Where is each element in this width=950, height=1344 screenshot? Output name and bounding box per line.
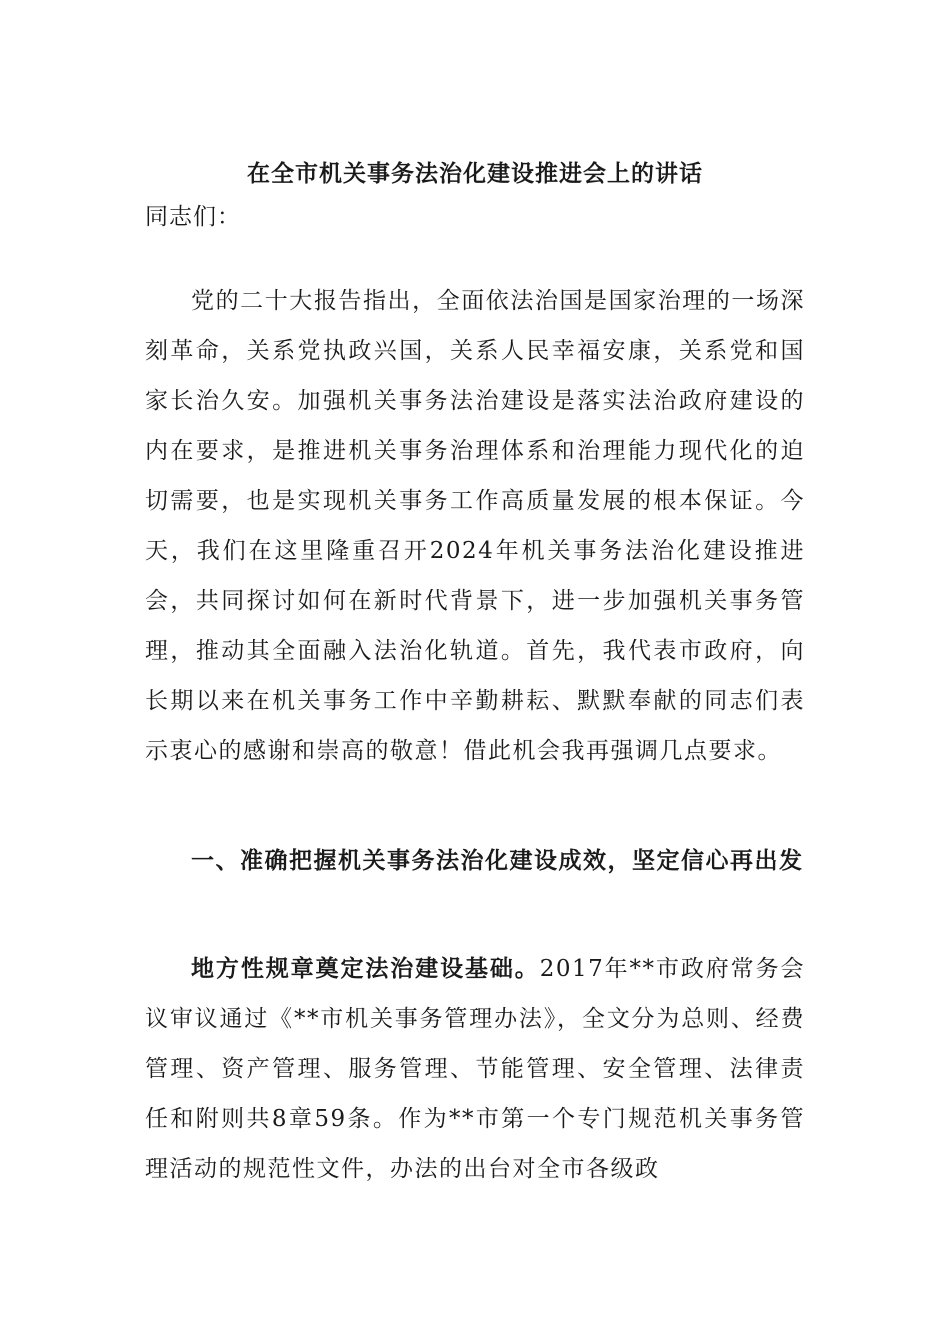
document-title: 在全市机关事务法治化建设推进会上的讲话 — [247, 161, 703, 187]
section-paragraph-body: 2017年**市政府常务会议审议通过《**市机关事务管理办法》，全文分为总则、经费管理、资产管理、服务管理、节能管理、安全管理、法律责任和附则共8章59条。作为**市第一个专门规范机关事务管理活动的规范性文件，办法的出台对全市各级政 — [145, 956, 805, 1182]
salutation: 同志们： — [145, 204, 241, 230]
section-heading: 一、准确把握机关事务法治化建设成效，坚定信心再出发 — [191, 848, 804, 874]
section-lead: 地方性规章奠定法治建设基础。 — [191, 956, 540, 982]
section-paragraph — [145, 944, 805, 1194]
intro-paragraph: 党的二十大报告指出，全面依法治国是国家治理的一场深刻革命，关系党执政兴国，关系人民幸福安康，关系党和国家长治久安。加强机关事务法治建设是落实法治政府建设的内在要求，是推进机关事务治理体系和治理能力现代化的迫切需要，也是实现机关事务工作高质量发展的根本保证。今天，我们在这里隆重召开2024年机关事务法治化建设推进会，共同探讨如何在新时代背景下，进一步加强机关事务管理，推动其全面融入法治化轨道。首先，我代表市政府，向长期以来在机关事务工作中辛勤耕耘、默默奉献的同志们表示衷心的感谢和崇高的敬意！借此机会我再强调几点要求。 — [145, 288, 805, 764]
